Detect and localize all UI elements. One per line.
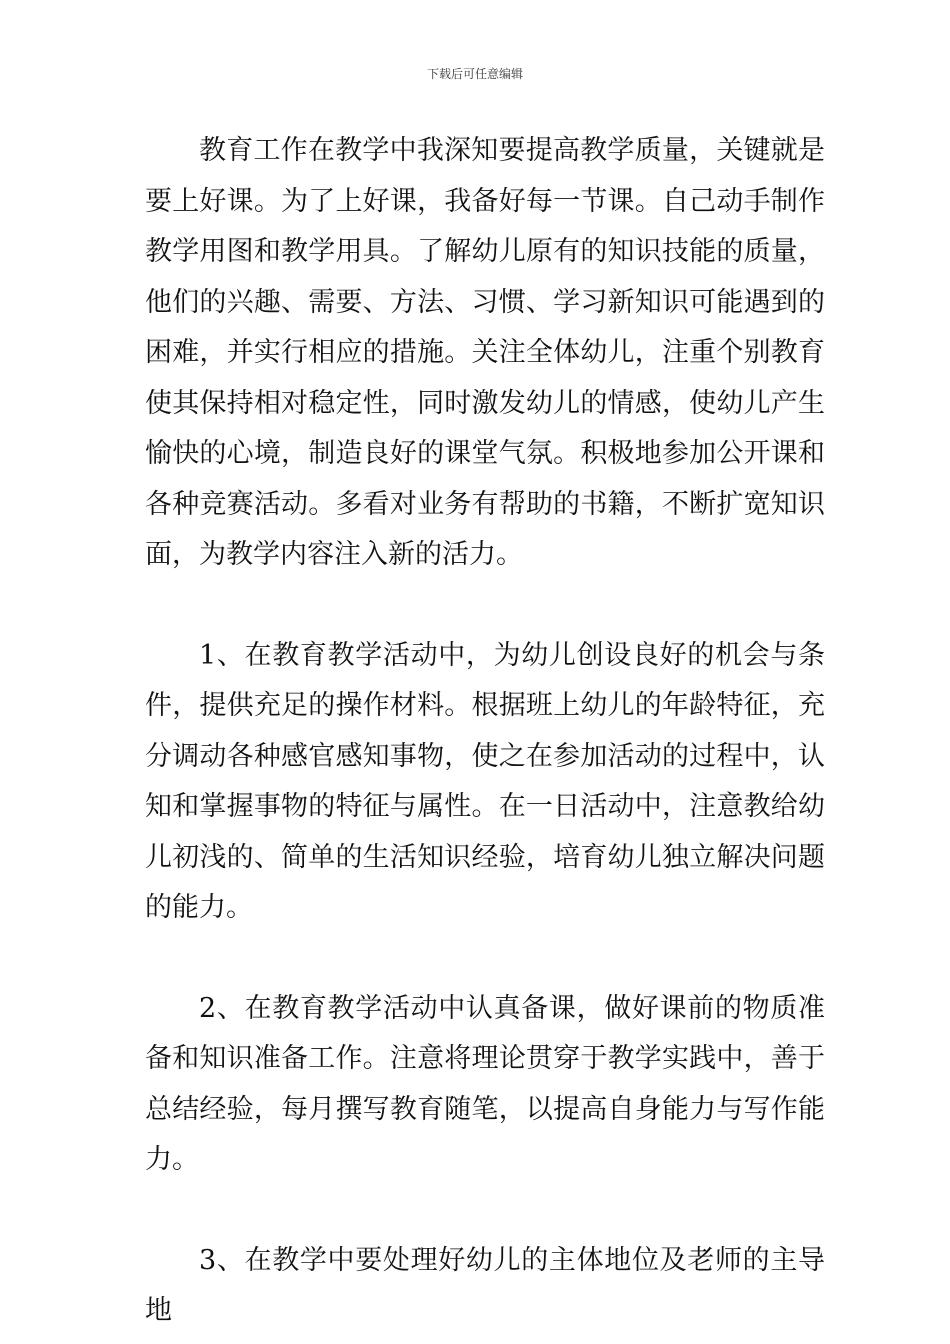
paragraph-item-2: 2、在教育教学活动中认真备课，做好课前的物质准备和知识准备工作。注意将理论贯穿于教学实践中，善于总结经验，每月撰写教育随笔，以提高自身能力与写作能力。 xyxy=(145,992,825,1175)
paragraph-intro: 教育工作在教学中我深知要提高教学质量，关键就是要上好课。为了上好课，我备好每一节课。自己动手制作教学用图和教学用具。了解幼儿原有的知识技能的质量，他们的兴趣、需要、方法、习惯、学习新知识可能遇到的困难，并实行相应的措施。关注全体幼儿，注重个别教育使其保持相对稳定性，同时激发幼儿的情感，使幼儿产生愉快的心境，制造良好的课堂气氛。积极地参加公开课和各种竞赛活动。多看对业务有帮助的书籍，不断扩宽知识面，为教学内容注入新的活力。 xyxy=(145,135,825,570)
paragraph-item-1: 1、在教育教学活动中，为幼儿创设良好的机会与条件，提供充足的操作材料。根据班上幼儿的年龄特征，充分调动各种感官感知事物，使之在参加活动的过程中，认知和掌握事物的特征与属性。在一日活动中，注意教给幼儿初浅的、简单的生活知识经验，培育幼儿独立解决问题的能力。 xyxy=(145,639,825,923)
document-body xyxy=(145,126,825,1337)
page-header: 下载后可任意编辑 xyxy=(426,67,523,81)
paragraph-item-3: 3、在教学中要处理好幼儿的主体地位及老师的主导地 xyxy=(145,1244,825,1326)
